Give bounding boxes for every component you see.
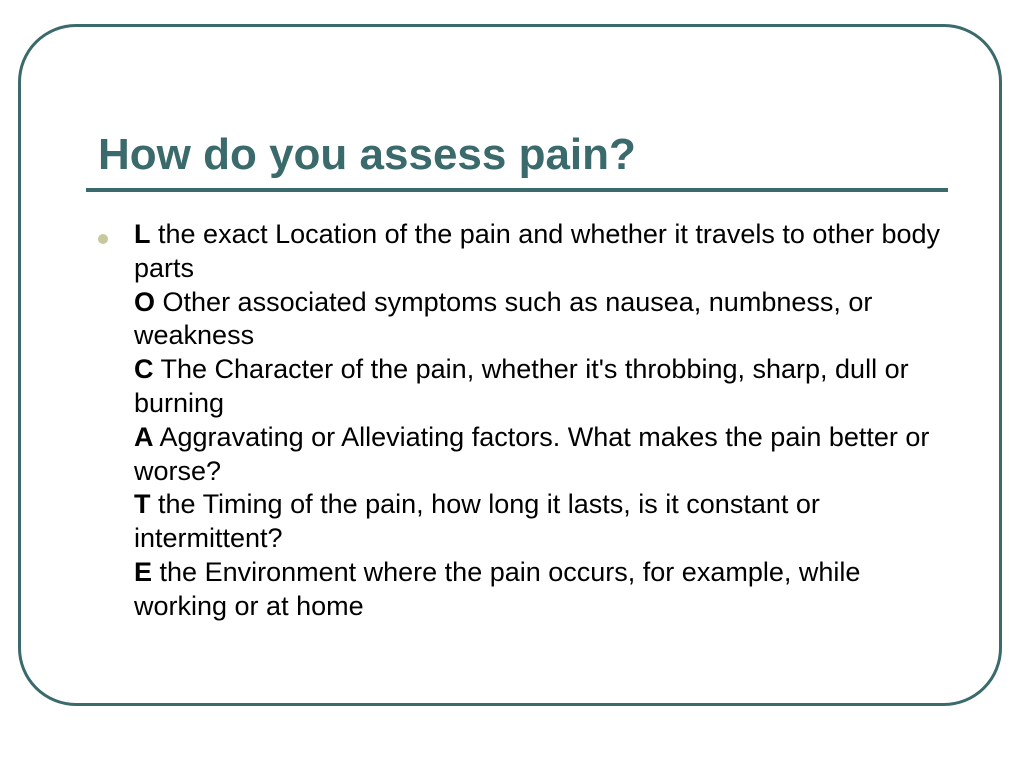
mnemonic-line-e xyxy=(134,556,946,624)
mnemonic-letter: A xyxy=(134,421,154,452)
mnemonic-text: the Timing of the pain, how long it lasts, is it constant or intermittent? xyxy=(134,489,820,554)
mnemonic-line-c xyxy=(134,353,946,421)
mnemonic-letter: C xyxy=(134,354,154,385)
bullet-list xyxy=(96,218,946,624)
title-divider xyxy=(86,188,948,192)
mnemonic-text: the exact Location of the pain and whether it travels to other body parts xyxy=(134,219,941,283)
mnemonic-line-l xyxy=(134,218,946,286)
mnemonic-text: Aggravating or Alleviating factors. What makes the pain better or worse? xyxy=(134,421,930,486)
mnemonic-line-a xyxy=(134,421,946,489)
mnemonic-letter: T xyxy=(134,489,151,520)
mnemonic-text: The Character of the pain, whether it's throbbing, sharp, dull or burning xyxy=(134,354,909,418)
mnemonic-text: Other associated symptoms such as nausea, numbness, or weakness xyxy=(134,286,873,351)
mnemonic-text: the Environment where the pain occurs, for example, while working or at home xyxy=(134,556,861,621)
bullet-item xyxy=(96,218,946,624)
bullet-dot-icon xyxy=(98,234,108,244)
mnemonic-letter: L xyxy=(134,219,151,249)
slide-title: How do you assess pain? xyxy=(98,130,636,179)
mnemonic-letter: E xyxy=(134,556,153,587)
mnemonic-line-t xyxy=(134,488,946,556)
mnemonic-lines xyxy=(134,218,946,624)
mnemonic-line-o xyxy=(134,286,946,354)
mnemonic-letter: O xyxy=(134,286,156,317)
